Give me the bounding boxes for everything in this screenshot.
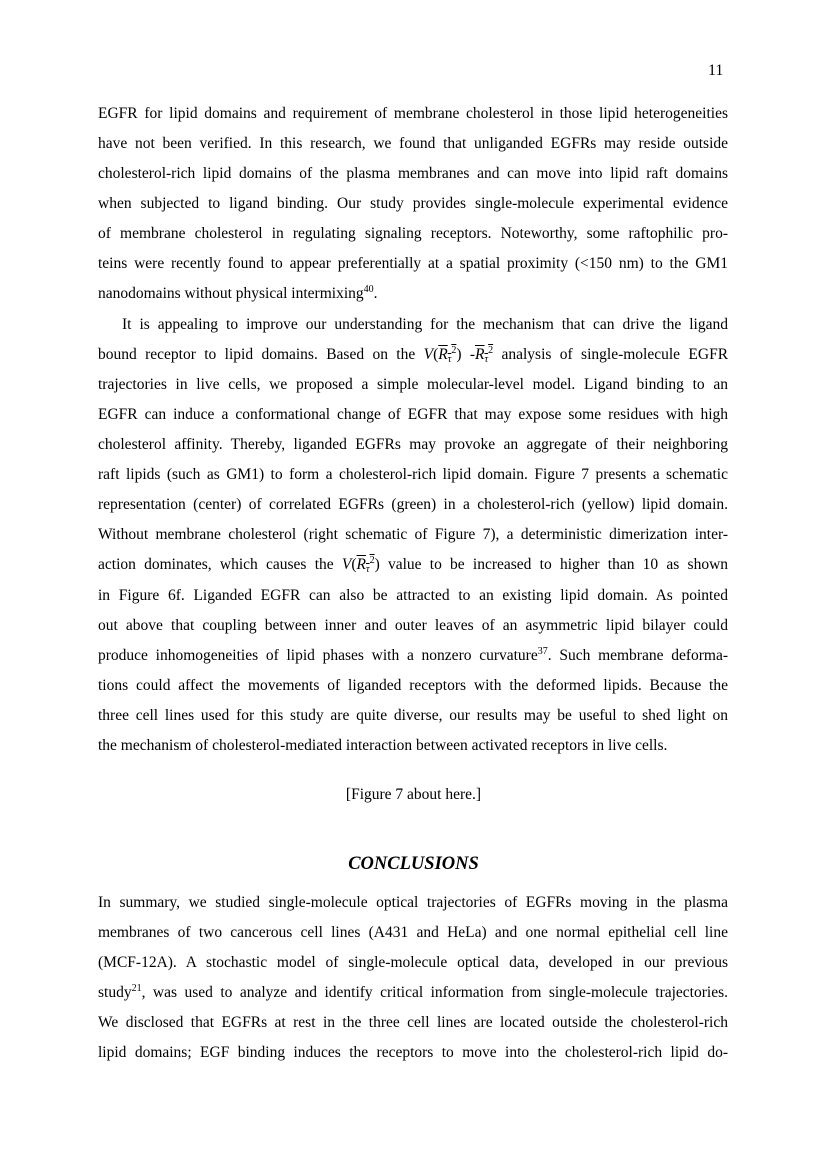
citation-ref: 40 — [363, 284, 374, 295]
body-text-line: EGFR can induce a conformational change of EGFR that may expose some residues with high — [98, 406, 728, 423]
body-text-line: have not been verified. In this research, we found that unliganded EGFRs may reside outside — [98, 135, 728, 152]
body-text-line — [98, 646, 728, 666]
body-text-line: raft lipids (such as GM1) to form a cholesterol-rich lipid domain. Figure 7 presents a schematic — [98, 466, 728, 483]
body-text-line: Without membrane cholesterol (right schematic of Figure 7), a deterministic dimerization inter- — [98, 526, 728, 543]
line-text: value to be increased to higher than 10 as shown — [387, 556, 729, 573]
body-text-line — [98, 284, 728, 304]
line-text: analysis of single-molecule EGFR — [501, 346, 729, 363]
body-text-line: It is appealing to improve our understanding for the mechanism that can drive the ligand — [122, 316, 728, 333]
body-text-line: teins were recently found to appear preferentially at a spatial proximity (<150 nm) to the GM1 — [98, 255, 728, 272]
math-expression: $-R_\tau^2$ — [469, 345, 494, 365]
line-text: . Such membrane deforma- — [547, 647, 729, 664]
line-text: produce inhomogeneities of lipid phases with a nonzero curvature — [98, 647, 538, 664]
body-text-line: representation (center) of correlated EGFRs (green) in a cholesterol-rich (yellow) lipid domain. — [98, 496, 728, 513]
line-text: . — [373, 285, 378, 302]
citation-ref: 21 — [131, 983, 142, 994]
body-text-line: cholesterol-rich lipid domains of the plasma membranes and can move into lipid raft domains — [98, 165, 728, 182]
body-text-line: tions could affect the movements of liganded receptors with the deformed lipids. Because the — [98, 677, 728, 694]
body-text-line: of membrane cholesterol in regulating signaling receptors. Noteworthy, some raftophilic pro- — [98, 225, 728, 242]
citation-ref: 37 — [537, 646, 548, 657]
line-text: action dominates, which causes the — [98, 556, 334, 573]
body-text-line: (MCF-12A). A stochastic model of single-molecule optical data, developed in our previous — [98, 954, 728, 971]
section-heading: CONCLUSIONS — [348, 854, 479, 874]
body-text-line-with-math — [98, 555, 728, 575]
body-text-line: We disclosed that EGFRs at rest in the three cell lines are located outside the cholesterol-rich — [98, 1014, 728, 1031]
page-number: 11 — [708, 62, 724, 79]
body-text-line-with-math — [98, 345, 728, 365]
math-expression: $V(R_\tau^2)$ — [341, 555, 380, 575]
body-text-line: the mechanism of cholesterol-mediated interaction between activated receptors in live cells. — [98, 737, 668, 754]
body-text-line: trajectories in live cells, we proposed a simple molecular-level model. Ligand binding to an — [98, 376, 728, 393]
body-text-line: membranes of two cancerous cell lines (A431 and HeLa) and one normal epithelial cell line — [98, 924, 728, 941]
body-text-line: out above that coupling between inner and outer leaves of an asymmetric lipid bilayer could — [98, 617, 728, 634]
body-text-line: lipid domains; EGF binding induces the receptors to move into the cholesterol-rich lipid do- — [98, 1044, 728, 1061]
line-text: , was used to analyze and identify critical information from single-molecule trajectories. — [141, 984, 728, 1001]
line-text: study — [98, 984, 132, 1001]
figure-placeholder: [Figure 7 about here.] — [345, 786, 482, 803]
body-text-line — [98, 983, 728, 1003]
body-text-line: in Figure 6f. Liganded EGFR can also be attracted to an existing lipid domain. As pointed — [98, 587, 728, 604]
body-text-line: three cell lines used for this study are quite diverse, our results may be useful to shed light on — [98, 707, 728, 724]
math-expression: $V(R_\tau^2)$ — [423, 345, 462, 365]
line-text: bound receptor to lipid domains. Based on the — [98, 346, 416, 363]
body-text-line: In summary, we studied single-molecule optical trajectories of EGFRs moving in the plasma — [98, 894, 728, 911]
body-text-line: cholesterol affinity. Thereby, liganded EGFRs may provoke an aggregate of their neighboring — [98, 436, 728, 453]
body-text-line: when subjected to ligand binding. Our study provides single-molecule experimental evidence — [98, 195, 728, 212]
line-text: nanodomains without physical intermixing — [98, 285, 364, 302]
body-text-line: EGFR for lipid domains and requirement of membrane cholesterol in those lipid heterogeneities — [98, 105, 728, 122]
